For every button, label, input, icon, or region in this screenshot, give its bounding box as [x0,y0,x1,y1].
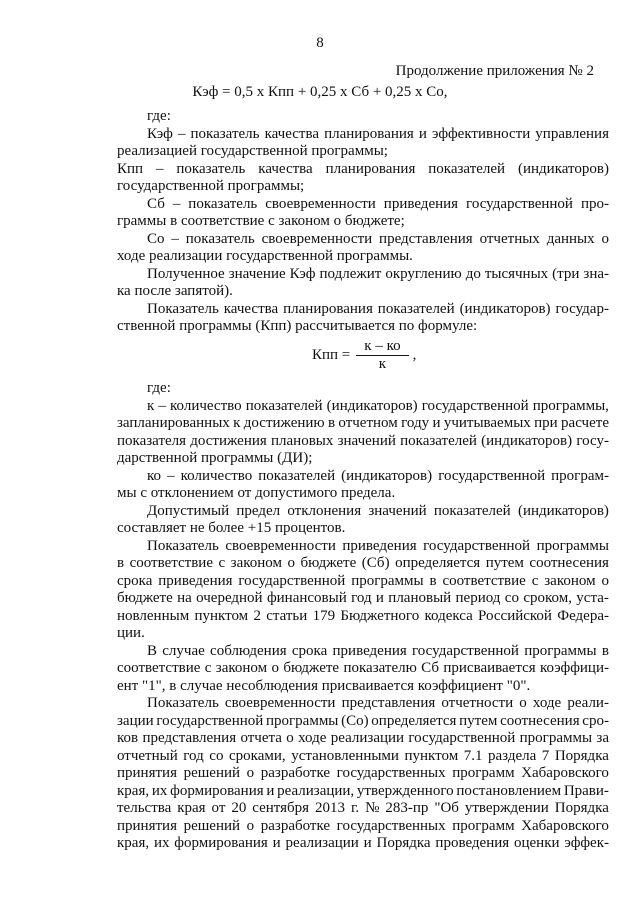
text-line: к – количество показателей (индикаторов) государственной программы, [147,397,609,414]
text-line: соответствие с законом о бюджете показателю Сб присваивается коэффици- [117,660,609,676]
continuation-note: Продолжение приложения № 2 [395,63,594,79]
text-line: ко – количество показателей (индикаторов) государственной програм- [147,467,609,484]
text-line: Показатель своевременности приведения государственной программы [147,537,609,554]
text-line: Сб – показатель своевременности приведения государственной про- [147,195,609,212]
text-line: Показатель качества планирования показателей (индикаторов) государ- [147,300,609,317]
text-line: ходе реализации государственной программы. [117,248,413,264]
text-line: Кэф – показатель качества планирования и эффективности управления [147,125,609,142]
text-line: отчетный год со сроками, установленными пунктом 7.1 раздела 7 Порядка [117,747,609,764]
kpp-formula [312,338,416,373]
text-line: граммы в соответствие с законом о бюджете; [117,213,405,229]
formula-fraction [356,338,408,373]
text-line: края, их формирования и реализации и Порядка проведения оценки эффек- [117,835,609,851]
page-number: 8 [316,35,324,51]
text-line: Полученное значение Кэф подлежит округлению до тысячных (три зна- [147,265,609,282]
text-line: дарственной программы (ДИ); [117,450,313,466]
text-line: зации государственной программы (Со) определяется путем соотнесения сро- [117,712,609,729]
formula-denominator: к [378,356,387,372]
text-line: мы с отклонением от допустимого предела. [117,485,396,501]
text-line: запланированных к достижению в отчетном году и учитываемых при расчете [117,415,609,431]
formula-numerator: к – ко [356,338,408,356]
text-line: ент "1", в случае несоблюдения присваивается коэффициент "0". [117,677,531,694]
text-line: реализацией государственной программы; [117,143,388,159]
text-line: бюджете на очередной финансовый год и плановый период со сроком, уста- [117,590,609,606]
paragraph-block-1 [117,108,609,336]
text-line: принятия решений о разработке государственных программ Хабаровского [117,817,609,834]
formula-comma: , [412,346,417,363]
efficiency-formula: Кэф = 0,5 х Кпп + 0,25 х Сб + 0,25 х Со, [192,84,448,100]
text-line: в соответствие с законом о бюджете (Сб) определяется путем соотнесения [117,555,609,571]
text-line: где: [147,108,171,124]
text-line: принятия решений о разработке государственных программ Хабаровского [117,765,609,781]
text-line: Допустимый предел отклонения значений показателей (индикаторов) [147,502,609,519]
paragraph-block-2 [117,380,609,853]
text-line: края, их формирования и реализации, утвержденного постановлением Прави- [117,782,609,799]
text-line: где: [147,380,171,396]
text-line: показателя достижения плановых значений показателей (индикаторов) госу- [117,432,609,449]
text-line: Со – показатель своевременности представления отчетных данных о [147,230,609,247]
formula-lhs: Кпп = [312,346,351,363]
text-line: государственной программы; [117,178,305,194]
text-line: Кпп – показатель качества планирования показателей (индикаторов) [117,160,609,177]
text-line: Показатель своевременности представления отчетности о ходе реали- [147,695,609,711]
text-line: составляет не более +15 процентов. [117,520,346,536]
text-line: тельства края от 20 сентября 2013 г. № 283-пр "Об утверждении Порядка [117,800,609,816]
text-line: ка после запятой). [117,283,233,299]
text-line: В случае соблюдения срока приведения государственной программы в [147,642,609,659]
text-line: ков представления отчета о ходе реализации государственной программы за [117,730,609,746]
text-line: срока приведения государственной программы в соответствие с законом о [117,572,609,589]
text-line: ственной программы (Кпп) рассчитывается по формуле: [117,318,478,334]
text-line: ции. [117,625,145,641]
text-line: новленным пунктом 2 статьи 179 Бюджетного кодекса Российской Федера- [117,607,609,624]
